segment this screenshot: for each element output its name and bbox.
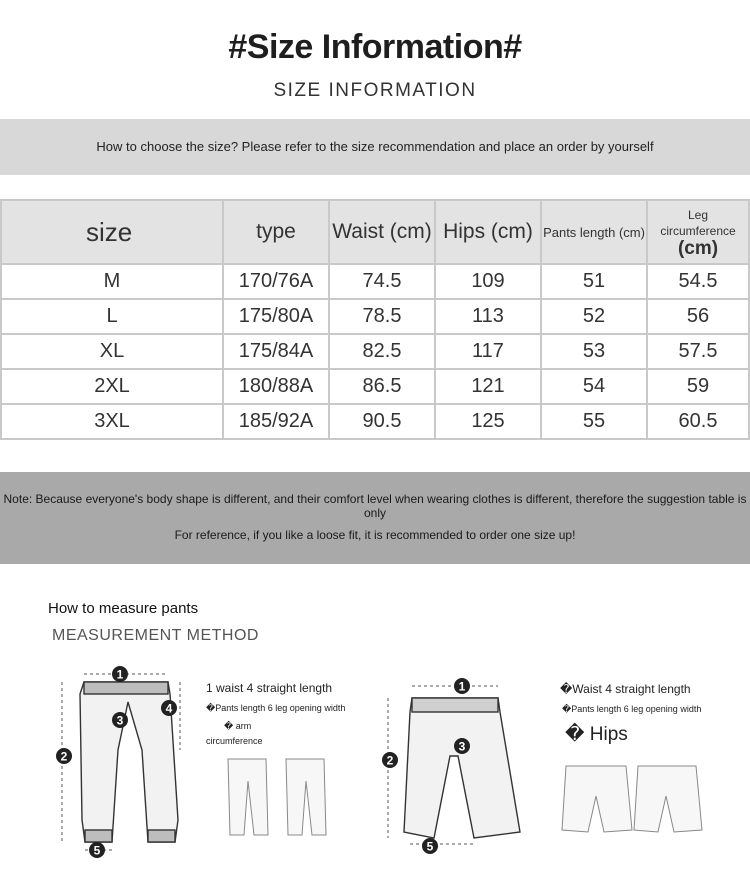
- cell-leg: 59: [647, 369, 749, 404]
- cell-pants-length: 53: [541, 334, 647, 369]
- cell-type: 185/92A: [223, 404, 329, 439]
- size-guide-banner: [0, 119, 750, 175]
- shorts-waistband-shape: [412, 698, 498, 712]
- note-line-2: For reference, if you like a loose fit, it is recommended to order one size up!: [174, 528, 576, 542]
- marker-1: [112, 666, 128, 682]
- table-row: [1, 264, 749, 299]
- page-subtitle: SIZE INFORMATION: [273, 80, 477, 101]
- cell-type: 180/88A: [223, 369, 329, 404]
- thumb-back-shape: [286, 759, 326, 835]
- marker-4: [161, 700, 177, 716]
- leg-header-line1: Leg: [687, 208, 709, 222]
- svg-text:4: 4: [165, 701, 173, 716]
- left-cuff-shape: [85, 830, 112, 842]
- long-pants-thumbnails: [222, 755, 340, 840]
- thumb-front-shape: [228, 759, 268, 835]
- header-pants-length: Pants length (cm): [541, 200, 647, 264]
- marker-2: [56, 748, 72, 764]
- shorts-marker-1: [454, 678, 470, 694]
- svg-text:2: 2: [386, 753, 394, 768]
- cell-pants-length: 54: [541, 369, 647, 404]
- shorts-marker-2: [382, 752, 398, 768]
- note-banner: [0, 472, 750, 564]
- table-header-row: [1, 200, 749, 264]
- cell-waist: 82.5: [329, 334, 435, 369]
- cell-hips: 117: [435, 334, 541, 369]
- cell-waist: 78.5: [329, 299, 435, 334]
- left-label-line2: �Pants length 6 leg opening width: [206, 703, 346, 713]
- cell-pants-length: 51: [541, 264, 647, 299]
- header-hips: Hips (cm): [435, 200, 541, 264]
- cell-waist: 86.5: [329, 369, 435, 404]
- cell-size: 3XL: [1, 404, 223, 439]
- cell-size: L: [1, 299, 223, 334]
- table-row: [1, 369, 749, 404]
- cell-type: 170/76A: [223, 264, 329, 299]
- shorts-thumb-front-shape: [562, 766, 632, 832]
- shorts-marker-3: [454, 738, 470, 754]
- shorts-marker-5: [422, 838, 438, 854]
- cell-hips: 113: [435, 299, 541, 334]
- leg-header-unit: (cm): [677, 238, 719, 259]
- cell-size: M: [1, 264, 223, 299]
- marker-5: [89, 842, 105, 858]
- page-title: #Size Information#: [228, 28, 522, 66]
- left-label-line3: � arm: [224, 721, 252, 731]
- waistband-shape: [84, 682, 168, 694]
- right-label-line3: � Hips: [565, 724, 628, 745]
- cell-hips: 109: [435, 264, 541, 299]
- cell-hips: 125: [435, 404, 541, 439]
- svg-text:3: 3: [458, 739, 466, 754]
- cell-leg: 57.5: [647, 334, 749, 369]
- cell-hips: 121: [435, 369, 541, 404]
- cell-waist: 74.5: [329, 264, 435, 299]
- svg-text:2: 2: [60, 749, 68, 764]
- measure-heading: How to measure pants: [48, 600, 199, 617]
- cell-type: 175/80A: [223, 299, 329, 334]
- shorts-thumbnails: [560, 760, 704, 838]
- measure-method-label: MEASUREMENT METHOD: [52, 627, 259, 644]
- left-label-line4: circumference: [206, 736, 263, 746]
- svg-text:1: 1: [116, 667, 124, 682]
- shorts-shape: [404, 698, 520, 838]
- cell-size: XL: [1, 334, 223, 369]
- left-label-line1: 1 waist 4 straight length: [206, 681, 333, 695]
- right-label-line2: �Pants length 6 leg opening width: [562, 704, 702, 714]
- cell-leg: 56: [647, 299, 749, 334]
- table-row: [1, 334, 749, 369]
- shorts-diagram: [374, 672, 542, 857]
- svg-text:5: 5: [426, 839, 434, 854]
- svg-text:3: 3: [116, 713, 124, 728]
- marker-3: [112, 712, 128, 728]
- cell-pants-length: 52: [541, 299, 647, 334]
- table-row: [1, 404, 749, 439]
- cell-waist: 90.5: [329, 404, 435, 439]
- svg-text:1: 1: [458, 679, 466, 694]
- note-line-1: Note: Because everyone's body shape is different, and their comfort level when wearing clothes is different, therefore the suggestion table is only: [3, 492, 747, 520]
- cell-size: 2XL: [1, 369, 223, 404]
- long-pants-diagram: [40, 660, 200, 865]
- header-waist: Waist (cm): [329, 200, 435, 264]
- right-cuff-shape: [148, 830, 175, 842]
- header-size: size: [1, 200, 223, 264]
- header-leg-circumference: [647, 200, 749, 264]
- svg-text:5: 5: [93, 843, 101, 858]
- size-guide-text: How to choose the size? Please refer to the size recommendation and place an order by yourself: [96, 139, 654, 154]
- cell-leg: 54.5: [647, 264, 749, 299]
- shorts-thumb-back-shape: [634, 766, 702, 832]
- table-row: [1, 299, 749, 334]
- cell-pants-length: 55: [541, 404, 647, 439]
- leg-header-line2: circumference: [660, 224, 736, 238]
- size-table: [0, 199, 750, 440]
- cell-leg: 60.5: [647, 404, 749, 439]
- header-type: type: [223, 200, 329, 264]
- right-label-line1: �Waist 4 straight length: [560, 682, 691, 696]
- cell-type: 175/84A: [223, 334, 329, 369]
